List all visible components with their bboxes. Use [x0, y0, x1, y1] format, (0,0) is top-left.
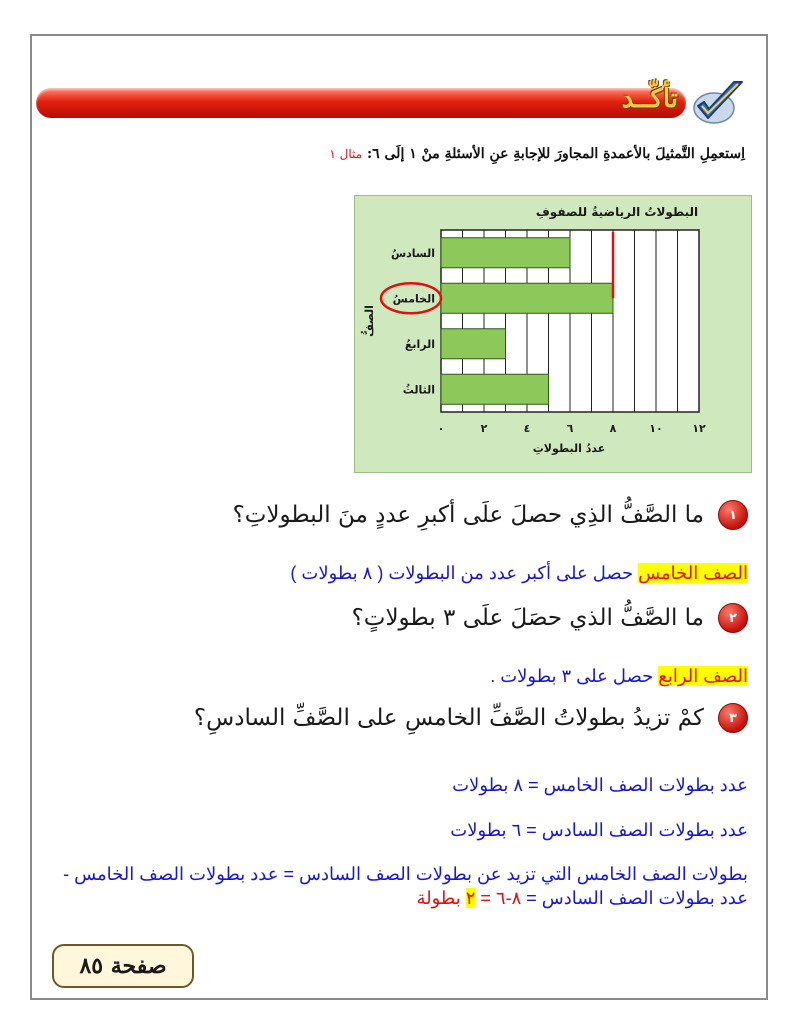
chart-svg	[355, 196, 751, 472]
answer-text: حصل على أكبر عدد من البطولات ( ٨ بطولات )	[290, 563, 639, 583]
conclusion-unit: بطولة	[416, 888, 466, 908]
instruction-text: اِستعمِلِ التَّمثيلَ بالأعمدةِ المجاورَ للإجابةِ عنِ الأسئلةِ منْ ١ إلَى ٦:	[366, 146, 745, 162]
answer-text: حصل على ٣ بطولات .	[490, 666, 659, 686]
question-3	[194, 703, 748, 733]
banner-title: تأكّــد	[621, 84, 678, 114]
bar	[441, 374, 549, 404]
bar	[441, 238, 570, 268]
question-number-badge: ٣	[718, 703, 748, 733]
conclusion-text: بطولات الصف الخامس التي تزيد عن بطولات الصف السادس = عدد بطولات الصف الخامس - عدد بطولات الصف السادس =	[63, 864, 748, 908]
x-tick-label: ٠	[437, 422, 445, 435]
question-number-badge: ٢	[718, 603, 748, 633]
answer-3-line-2: عدد بطولات الصف السادس = ٦ بطولات	[450, 820, 748, 840]
answer-highlight: الصف الخامس	[638, 563, 748, 583]
answer-2	[490, 666, 748, 687]
category-label: الخامسُ	[392, 292, 435, 306]
question-text: كمْ تزيدُ بطولاتُ الصَّفِّ الخامسِ على الصَّفِّ السادسِ؟	[193, 705, 704, 731]
x-axis-label: عددُ البطولاتِ	[532, 442, 606, 455]
question-number-badge: ١	[718, 500, 748, 530]
checkmark-icon	[690, 78, 748, 126]
category-label: السادسُ	[390, 246, 435, 260]
question-text: ما الصَّفُّ الذي حصَلَ علَى ٣ بطولاتٍ؟	[351, 605, 704, 631]
x-tick-label: ١٢	[692, 422, 706, 435]
x-tick-label: ١٠	[649, 422, 663, 435]
bar-chart	[354, 195, 752, 473]
x-tick-label: ٦	[566, 422, 574, 435]
answer-1	[290, 563, 748, 584]
x-tick-labels	[438, 422, 706, 435]
example-ref: مثال ١	[329, 147, 363, 161]
category-labels	[391, 247, 435, 397]
x-tick-label: ٢	[480, 422, 488, 435]
y-axis-label: الصفُّ	[363, 305, 376, 337]
x-tick-label: ٤	[523, 422, 531, 435]
bar	[441, 283, 613, 313]
category-label: الرابعُ	[404, 337, 435, 351]
x-tick-label: ٨	[609, 422, 617, 435]
answer-highlight: الصف الرابع	[658, 666, 748, 686]
conclusion-result: ٢	[465, 888, 476, 908]
bar	[441, 329, 506, 359]
answer-3-conclusion	[48, 862, 748, 910]
category-label: الثالثُ	[402, 383, 435, 397]
page-number-badge: صفحة ٨٥	[52, 944, 194, 988]
section-banner	[36, 82, 748, 122]
conclusion-calc: ٨-٦ =	[475, 888, 522, 908]
question-text: ما الصَّفُّ الذِي حصلَ علَى أكبرِ عددٍ منَ البطولاتِ؟	[232, 502, 704, 528]
question-2	[352, 603, 748, 633]
answer-3-line-1: عدد بطولات الصف الخامس = ٨ بطولات	[452, 775, 748, 795]
chart-title: البطولاتُ الرياضيةُ للصفوفِ	[535, 205, 699, 219]
question-1	[233, 500, 748, 530]
instruction	[110, 146, 745, 162]
banner-bar	[36, 88, 686, 118]
